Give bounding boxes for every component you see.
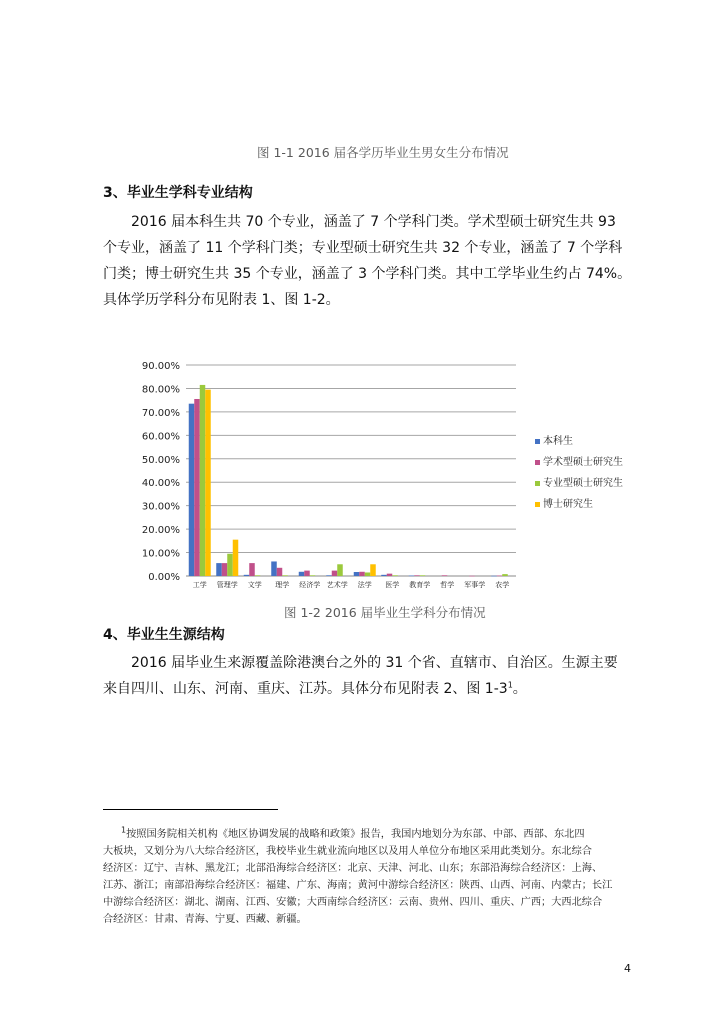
legend-label: 专业型硕士研究生 (543, 478, 623, 489)
y-tick-label: 90.00% (141, 361, 180, 372)
footnote-line: 中游综合经济区：湖北、湖南、江西、安徽；大西南综合经济区：云南、贵州、四川、重庆、广西；大西北综合 (103, 897, 603, 908)
bar (255, 575, 261, 576)
bar (332, 571, 338, 576)
section-4-paragraph (103, 650, 633, 702)
page-number: 4 (624, 962, 631, 975)
bar (205, 390, 211, 576)
bar (469, 576, 475, 577)
x-tick-label: 农学 (495, 581, 510, 589)
bar (414, 575, 420, 576)
bar (392, 575, 398, 576)
section-4-heading: 4、毕业生生源结构 (103, 627, 225, 643)
legend-swatch (535, 481, 540, 486)
y-tick-label: 20.00% (141, 525, 180, 537)
bar (442, 575, 448, 576)
bar (271, 561, 277, 576)
legend-label: 博士研究生 (543, 499, 593, 510)
y-tick-label: 60.00% (141, 431, 180, 443)
section-4-line (103, 676, 633, 702)
x-tick-label: 哲学 (440, 581, 455, 589)
bar (381, 575, 387, 576)
section-3-line: 2016 届本科生共 70 个专业，涵盖了 7 个学科门类。学术型硕士研究生共 93 (131, 214, 616, 230)
legend-swatch (535, 460, 540, 465)
bar (420, 575, 426, 576)
footnote-line: 大板块，又划分为八大综合经济区，我校毕业生就业流向地区以及用人单位分布地区采用此类划分。东北综合 (103, 846, 592, 857)
bar (249, 563, 255, 576)
bar (409, 576, 415, 577)
y-tick-label: 0.00% (148, 572, 180, 583)
section-3-line: 个专业，涵盖了 11 个学科门类；专业型硕士研究生共 32 个专业，涵盖了 7 个学科 (103, 240, 623, 256)
legend-swatch (535, 439, 540, 444)
bar (359, 572, 365, 576)
chart-legend (535, 434, 623, 510)
footnote-divider (103, 809, 278, 810)
bar (387, 574, 393, 576)
chart-x-axis (193, 580, 510, 589)
bar (310, 575, 316, 576)
y-tick-label: 40.00% (141, 478, 180, 490)
bar (337, 564, 343, 576)
y-tick-label: 50.00% (141, 454, 180, 466)
footnote-reference[interactable]: 1 (507, 680, 513, 690)
section-3-paragraph (103, 209, 633, 313)
x-tick-label: 经济学 (299, 581, 321, 589)
footnote-mark: 1 (121, 825, 127, 835)
legend-swatch (535, 502, 540, 507)
bar (200, 385, 206, 576)
legend-label: 本科生 (543, 436, 573, 447)
bar (222, 563, 228, 576)
y-tick-label: 30.00% (141, 501, 180, 513)
chart-y-axis (142, 361, 180, 583)
bar (491, 576, 497, 577)
bar (365, 572, 371, 576)
bar (497, 576, 503, 577)
bar (277, 568, 283, 576)
bar (370, 564, 376, 576)
x-tick-label: 理学 (275, 581, 290, 589)
x-tick-label: 医学 (385, 581, 400, 589)
section-3-line: 门类；博士研究生共 35 个专业，涵盖了 3 个学科门类。其中工学毕业生约占 74%。 (103, 266, 632, 282)
y-tick-label: 70.00% (141, 407, 180, 419)
bar (194, 399, 200, 576)
footnote-line: 合经济区：甘肃、青海、宁夏、西藏、新疆。 (103, 914, 307, 925)
bar (502, 574, 508, 576)
section-4-line-end: 。 (512, 681, 527, 697)
section-3-line: 具体学历学科分布见附表 1、图 1-2。 (103, 292, 340, 308)
chart-svg (126, 352, 646, 598)
x-tick-label: 文学 (247, 581, 262, 589)
footnote-line-text: 按照国务院相关机构《地区协调发展的战略和政策》报告，我国内地划分为东部、中部、西部、东北四 (126, 829, 585, 840)
y-tick-label: 80.00% (141, 384, 180, 396)
bar (189, 404, 195, 576)
legend-label: 学术型硕士研究生 (543, 457, 623, 468)
bar (244, 575, 250, 576)
footnote (103, 826, 643, 928)
footnote-line (103, 826, 643, 843)
section-3-heading: 3、毕业生学科专业结构 (103, 185, 253, 201)
figure-1-1-caption: 图 1-1 2016 届各学历毕业生男女生分布情况 (257, 145, 509, 160)
bar (354, 572, 360, 576)
x-tick-label: 教育学 (409, 581, 431, 589)
chart-bars (189, 385, 508, 576)
bar (326, 575, 332, 576)
section-4-line-text: 来自四川、山东、河南、重庆、江苏。具体分布见附表 2、图 1-3 (103, 681, 508, 697)
bar (299, 572, 305, 576)
footnote-line: 经济区：辽宁、吉林、黑龙江；北部沿海综合经济区：北京、天津、河北、山东；东部沿海综合经济区：上海、 (103, 863, 603, 874)
figure-1-2-caption: 图 1-2 2016 届毕业生学科分布情况 (284, 605, 486, 620)
subject-distribution-chart (126, 352, 646, 598)
x-tick-label: 艺术学 (326, 581, 348, 589)
x-tick-label: 法学 (357, 581, 372, 589)
x-tick-label: 管理学 (216, 581, 238, 589)
bar (304, 571, 310, 576)
bar (227, 554, 233, 576)
bar (233, 540, 239, 576)
section-4-line: 2016 届毕业生来源覆盖除港澳台之外的 31 个省、直辖市、自治区。生源主要 (131, 655, 618, 671)
x-tick-label: 工学 (192, 581, 207, 589)
y-tick-label: 10.00% (141, 548, 180, 560)
footnote-line: 江苏、浙江；南部沿海综合经济区：福建、广东、海南；黄河中游综合经济区：陕西、山西、河南、内蒙古；长江 (103, 880, 613, 891)
bar (282, 575, 288, 576)
bar (216, 563, 222, 576)
x-tick-label: 军事学 (464, 581, 486, 589)
